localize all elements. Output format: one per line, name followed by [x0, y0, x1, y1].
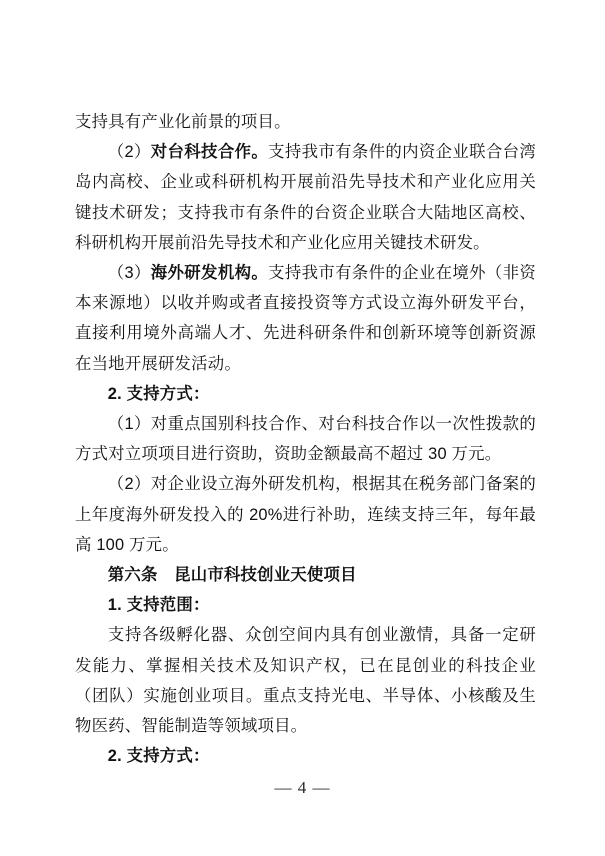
text-run: 支持各级孵化器、众创空间内具有创业激情，具备一定研发能力、掌握相关技术及知识产权，已在昆创业的科技企业（团队）实施创业项目。重点支持光电、半导体、小核酸及生物医药、智能制造等领域项目。 [75, 626, 536, 736]
paragraph [75, 409, 536, 469]
text-run: 第六条 昆山市科技创业天使项目 [107, 566, 357, 585]
text-run: 支持我市有条件的企业在境外（非资本来源地）以收并购或者直接投资等方式设立海外研发平台，直接利用境外高端人才、先进科研条件和创新环境等创新资源在当地开展研发活动。 [75, 264, 537, 373]
paragraph [75, 741, 536, 771]
text-run: 2. 支持方式： [107, 747, 210, 766]
paragraph [75, 107, 536, 137]
paragraph [75, 379, 536, 409]
paragraph [75, 590, 536, 620]
text-run: 对台科技合作。 [150, 143, 269, 162]
text-run: 2. 支持方式： [107, 384, 210, 403]
paragraph [75, 560, 536, 590]
text-run: 海外研发机构。 [150, 264, 269, 283]
document-body [75, 107, 536, 771]
paragraph [75, 137, 536, 258]
paragraph [75, 620, 536, 741]
text-run: 1. 支持范围： [107, 596, 210, 615]
text-run: 支持我市有条件的内资企业联合台湾岛内高校、企业或科研机构开展前沿先导技术和产业化应用关键技术研发；支持我市有条件的台资企业联合大陆地区高校、科研机构开展前沿先导技术和产业化应用关键技术研发。 [75, 143, 537, 252]
text-run: （1）对重点国别科技合作、对台科技合作以一次性拨款的方式对立项项目进行资助，资助金额最高不超过 30 万元。 [75, 415, 536, 464]
paragraph [75, 469, 536, 560]
text-run: 支持具有产业化前景的项目。 [75, 113, 291, 131]
text-run: （2）对企业设立海外研发机构，根据其在税务部门备案的上年度海外研发投入的 20%进行补助，连续支持三年，每年最高 100 万元。 [75, 475, 536, 554]
text-run: （3） [107, 264, 151, 283]
text-run: （2） [107, 143, 151, 162]
paragraph [75, 258, 536, 379]
page-number: — 4 — [274, 778, 331, 797]
